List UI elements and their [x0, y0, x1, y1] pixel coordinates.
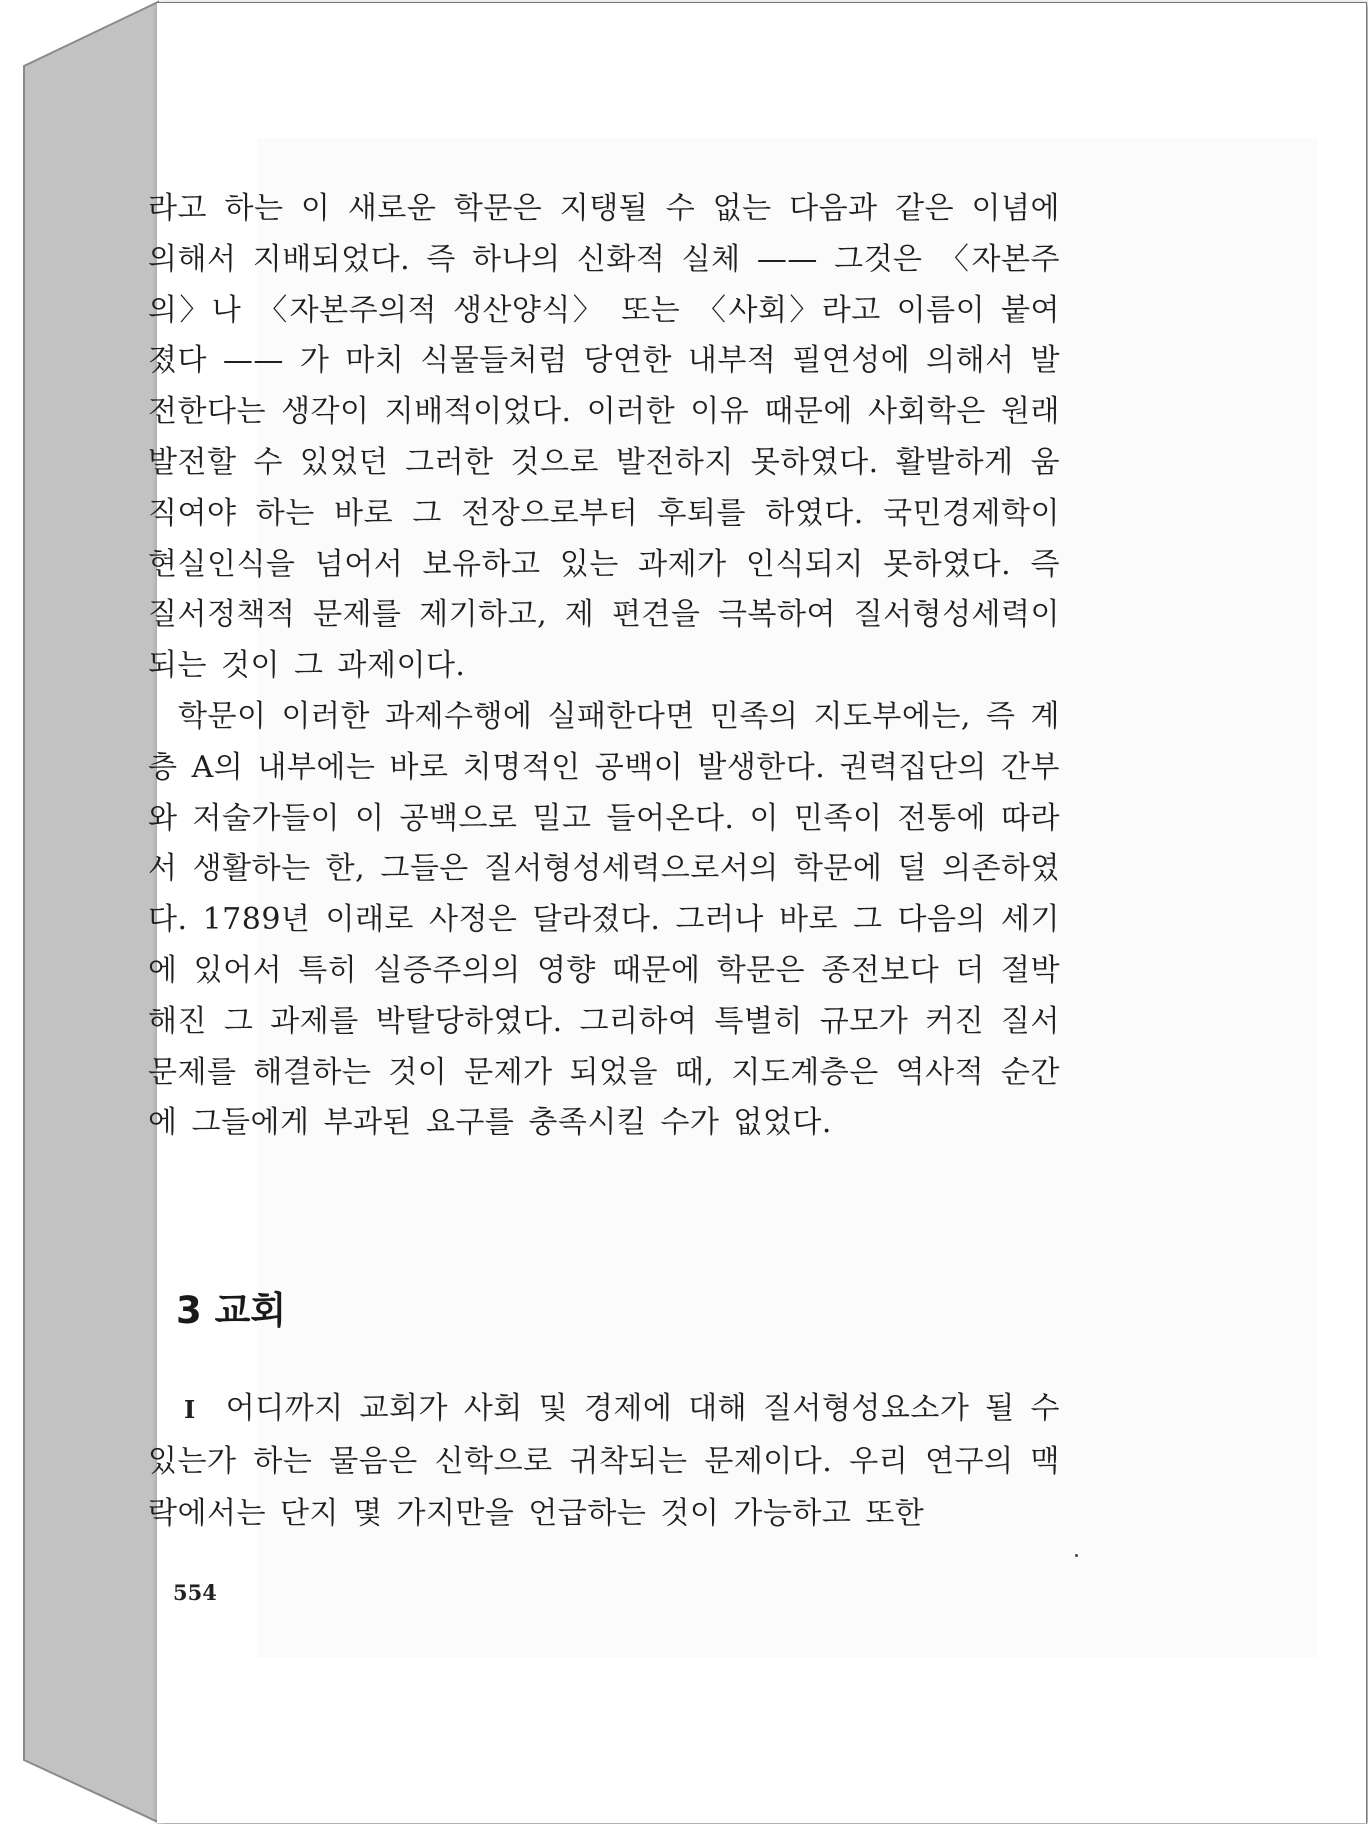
item-marker: I — [184, 1395, 196, 1424]
book-spine-shape — [0, 0, 160, 1824]
section-heading: 3 교회 — [176, 1289, 287, 1332]
paragraph-1: 라고 하는 이 새로운 학문은 지탱될 수 없는 다음과 같은 이념에 의해서 지배되었다. 즉 하나의 신화적 실체 —— 그것은 〈자본주의〉나 〈자본주의적 생산양식〉 또는 〈사회〉라고 이름이 붙여졌다 —— 가 마치 식물들처럼 당연한 내부적 필연성에 의해서 발전한다는 생각이 지배적이었다. 이러한 이유 때문에 사회학은 원래 발전할 수 있었던 그러한 것으로 발전하지 못하였다. 활발하게 움직여야 하는 바로 그 전장으로부터 후퇴를 하였다. 국민경제학이 현실인식을 넘어서 보유하고 있는 과제가 인식되지 못하였다. 즉 질서정책적 문제를 제기하고, 제 편견을 극복하여 질서형성세력이 되는 것이 그 과제이다. — [148, 191, 1060, 684]
section-paragraph — [148, 1383, 1060, 1540]
page-number: 554 — [173, 1580, 217, 1605]
section-body — [148, 1383, 1060, 1540]
body-text — [148, 184, 1060, 1149]
section-text: 어디까지 교회가 사회 및 경제에 대해 질서형성요소가 될 수 있는가 하는 물음은 신학으로 귀착되는 문제이다. 우리 연구의 맥락에서는 단지 몇 가지만을 언급하는 것이 가능하고 또한 — [148, 1391, 1060, 1531]
scan-speck — [1075, 1554, 1078, 1557]
book-spine — [0, 0, 160, 1824]
paragraph-2: 학문이 이러한 과제수행에 실패한다면 민족의 지도부에는, 즉 계층 A의 내부에는 바로 치명적인 공백이 발생한다. 권력집단의 간부와 저술가들이 이 공백으로 밀고 들어온다. 이 민족이 전통에 따라서 생활하는 한, 그들은 질서형성세력으로서의 학문에 덜 의존하였다. 1789년 이래로 사정은 달라졌다. 그러나 바로 그 다음의 세기에 있어서 특히 실증주의의 영향 때문에 학문은 종전보다 더 절박해진 그 과제를 박탈당하였다. 그리하여 특별히 규모가 커진 질서문제를 해결하는 것이 문제가 되었을 때, 지도계층은 역사적 순간에 그들에게 부과된 요구를 충족시킬 수가 없었다. — [148, 698, 1060, 1141]
